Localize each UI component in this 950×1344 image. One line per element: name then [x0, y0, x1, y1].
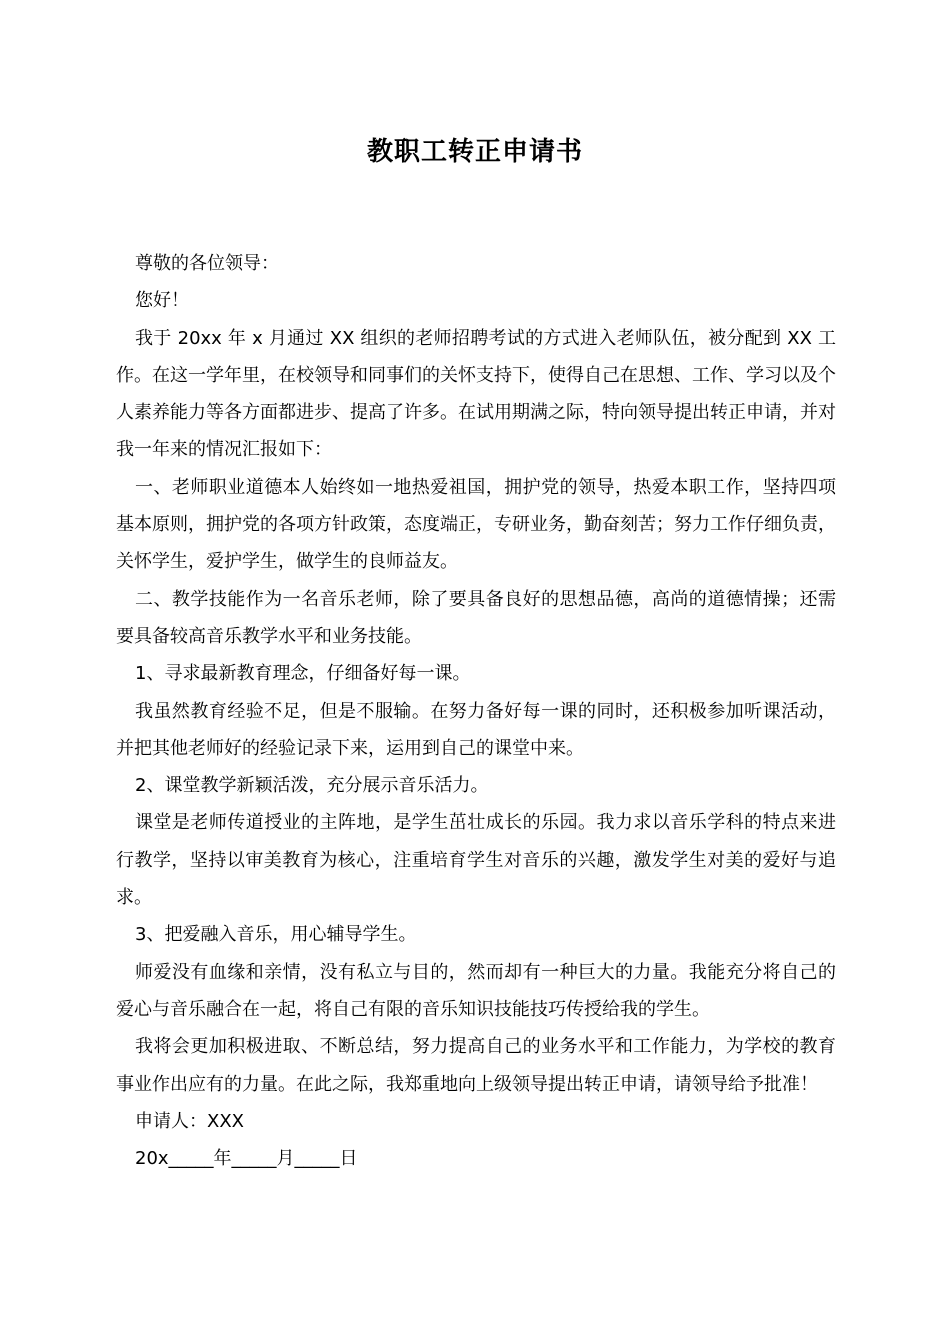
point-two-paragraph: 课堂是老师传道授业的主阵地，是学生茁壮成长的乐园。我力求以音乐学科的特点来进行教学，坚持以审美教育为核心，注重培育学生对音乐的兴趣，激发学生对美的爱好与追求。 — [116, 812, 836, 909]
salutation: 尊敬的各位领导： — [135, 253, 279, 274]
section-one-paragraph: 一、老师职业道德本人始终如一地热爱祖国，拥护党的领导，热爱本职工作，坚持四项基本原则，拥护党的各项方针政策，态度端正，专研业务，勤奋刻苦；努力工作仔细负责，关怀学生，爱护学生，做学生的良师益友。 — [116, 476, 836, 573]
point-one-paragraph: 我虽然教育经验不足，但是不服输。在努力备好每一课的同时，还积极参加听课活动，并把其他老师好的经验记录下来，运用到自己的课堂中来。 — [116, 700, 836, 759]
document-body — [116, 245, 836, 1177]
applicant-line: 申请人：XXX — [135, 1110, 244, 1132]
point-two-heading: 2、课堂教学新颖活泼，充分展示音乐活力。 — [135, 775, 489, 797]
point-one-heading: 1、寻求最新教育理念，仔细备好每一课。 — [135, 663, 471, 685]
section-two-paragraph: 二、教学技能作为一名音乐老师，除了要具备良好的思想品德，高尚的道德情操；还需要具备较高音乐教学水平和业务技能。 — [116, 588, 836, 647]
point-three-heading: 3、把爱融入音乐，用心辅导学生。 — [135, 924, 417, 946]
greeting: 您好！ — [135, 290, 189, 312]
point-three-paragraph: 师爱没有血缘和亲情，没有私立与目的，然而却有一种巨大的力量。我能充分将自己的爱心与音乐融合在一起，将自己有限的音乐知识技能技巧传授给我的学生。 — [116, 961, 836, 1020]
document-title: 教职工转正申请书 — [366, 137, 583, 167]
date-line: 20x_____年_____月_____日 — [135, 1148, 358, 1170]
intro-paragraph: 我于 20xx 年 x 月通过 XX 组织的老师招聘考试的方式进入老师队伍，被分配到 XX 工作。在这一学年里，在校领导和同事们的关怀支持下，使得自己在思想、工作、学习以及个人素养能力等各方面都进步、提高了许多。在试用期满之际，特向领导提出转正申请，并对我一年来的情况汇报如下： — [116, 327, 836, 461]
closing-paragraph: 我将会更加积极进取、不断总结，努力提高自己的业务水平和工作能力，为学校的教育事业作出应有的力量。在此之际，我郑重地向上级领导提出转正申请，请领导给予批准！ — [116, 1036, 836, 1095]
